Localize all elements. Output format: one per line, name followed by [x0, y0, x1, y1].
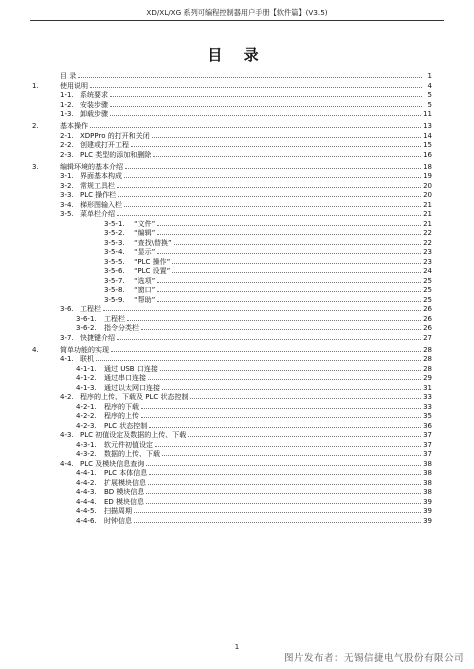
toc-leader-dots: [149, 421, 421, 428]
toc-entry-label: 软元件初值设定: [104, 440, 153, 449]
toc-entry[interactable]: [32, 131, 432, 141]
toc-entry-label: “帮助”: [134, 295, 156, 304]
toc-entry[interactable]: [32, 100, 432, 110]
toc-entry-number: 2.: [32, 122, 39, 130]
toc-entry[interactable]: [32, 506, 432, 516]
toc-entry[interactable]: [32, 71, 432, 81]
toc-entry-number: 2-2.: [60, 141, 74, 149]
toc-entry-label: “窗口”: [134, 286, 156, 294]
toc-entry[interactable]: [32, 109, 432, 119]
toc-entry-number: 4-4-2.: [76, 478, 97, 487]
toc-entry-page: 18: [423, 162, 432, 171]
toc-entry[interactable]: [32, 140, 432, 150]
toc-entry-page: 29: [423, 374, 432, 382]
toc-entry-number: 4-3-1.: [76, 440, 97, 449]
toc-entry-number: 4-3-2.: [76, 450, 97, 458]
toc-entry-number: 4-1.: [60, 355, 74, 363]
toc-leader-dots: [118, 190, 421, 197]
toc-entry[interactable]: [32, 304, 432, 314]
toc-leader-dots: [124, 171, 421, 178]
toc-entry-page: 37: [423, 440, 432, 449]
toc-leader-dots: [160, 364, 421, 371]
toc-entry-label: 指令分类栏: [104, 324, 139, 332]
toc-entry-label: “选项”: [134, 276, 156, 285]
toc-entry-label: “编辑”: [134, 229, 156, 237]
toc-entry-page: 37: [423, 450, 432, 458]
toc-entry[interactable]: [32, 150, 432, 160]
toc-entry-page: 33: [423, 402, 432, 411]
toc-leader-dots: [157, 285, 421, 292]
toc-leader-dots: [141, 411, 421, 418]
toc-entry[interactable]: [32, 411, 432, 421]
toc-entry-label: 创建或打开工程: [80, 141, 129, 149]
toc-entry-label: PLC 本体信息: [104, 469, 148, 477]
page-header: XD/XL/XG 系列可编程控制器用户手册【软件篇】(V3.5): [146, 8, 328, 17]
toc-entry-label: 系统要求: [80, 91, 108, 99]
toc-leader-dots: [134, 516, 421, 523]
toc-entry-label: 程序的上传: [104, 412, 139, 420]
toc-entry-page: 38: [423, 478, 432, 487]
toc-entry-page: 22: [423, 238, 432, 247]
toc-entry-page: 21: [423, 219, 432, 228]
toc-leader-dots: [110, 109, 421, 116]
toc-leader-dots: [134, 506, 421, 513]
toc-entry-page: 4: [427, 81, 432, 90]
toc-entry-page: 22: [423, 229, 432, 237]
toc-leader-dots: [157, 219, 421, 226]
toc-entry-number: 3-5-6.: [104, 267, 125, 275]
toc-entry-number: 4.: [32, 345, 39, 354]
toc-leader-dots: [90, 81, 422, 88]
toc-leader-dots: [188, 430, 421, 437]
toc-entry-number: 4-4-4.: [76, 497, 97, 506]
toc-entry[interactable]: [32, 333, 432, 343]
toc-entry[interactable]: [32, 323, 432, 333]
toc-entry-number: 3-6-1.: [76, 314, 97, 323]
toc-leader-dots: [90, 121, 421, 128]
toc-leader-dots: [157, 276, 421, 283]
toc-entry-label: PLC 及模块信息查询: [80, 459, 145, 468]
toc-entry-label: BD 模块信息: [104, 488, 145, 496]
header-rule: [30, 20, 444, 21]
toc-entry-label: ED 模块信息: [104, 497, 145, 506]
toc-entry-number: 2-1.: [60, 131, 74, 140]
toc-entry[interactable]: [32, 516, 432, 526]
toc-entry-label: 快捷键介绍: [80, 333, 115, 342]
toc-entry-label: 常规工具栏: [80, 181, 115, 190]
toc-entry-page: 36: [423, 421, 432, 430]
toc-leader-dots: [148, 478, 421, 485]
toc-leader-dots: [162, 383, 421, 390]
toc-entry[interactable]: [32, 238, 432, 248]
toc-entry-number: 3-1.: [60, 172, 74, 180]
toc-entry-label: 梯形图输入栏: [80, 200, 122, 209]
toc-entry-page: 39: [423, 516, 432, 525]
toc-entry-label: XDPPro 的打开和关闭: [80, 131, 150, 140]
toc-entry-number: 4-2-2.: [76, 412, 97, 420]
watermark-text: 图片发布者：无锡信捷电气股份有限公司: [283, 653, 464, 664]
toc-leader-dots: [146, 497, 421, 504]
toc-entry-number: 4-2-1.: [76, 402, 97, 411]
page-number: 1: [234, 643, 240, 651]
toc-entry-page: 38: [423, 469, 432, 477]
toc-entry[interactable]: [32, 200, 432, 210]
toc-entry-page: 25: [423, 276, 432, 285]
toc-entry-number: 3-7.: [60, 333, 74, 342]
toc-entry-label: “查找\替换”: [134, 238, 172, 247]
toc-entry-number: 4-4-5.: [76, 507, 97, 515]
toc-entry-label: 程序的下载: [104, 402, 139, 411]
toc-entry[interactable]: [32, 459, 432, 469]
toc-entry-page: 23: [423, 248, 432, 256]
toc-entry-number: 1-2.: [60, 100, 74, 109]
toc-entry[interactable]: [32, 285, 432, 295]
toc-entry-label: 目 录: [60, 72, 77, 80]
toc-entry-page: 35: [423, 412, 432, 420]
toc-leader-dots: [162, 449, 421, 456]
toc-entry-label: 程序的上传、下载及 PLC 状态控制: [80, 393, 189, 401]
toc-entry-page: 26: [423, 324, 432, 332]
toc-entry-page: 28: [423, 364, 432, 373]
toc-leader-dots: [153, 150, 421, 157]
toc-entry-number: 1-1.: [60, 91, 74, 99]
toc-entry-page: 21: [423, 210, 432, 218]
toc-entry[interactable]: [32, 373, 432, 383]
toc-entry-label: 卸载步骤: [80, 110, 108, 118]
toc-entry-number: 2-3.: [60, 150, 74, 159]
toc-entry-page: 26: [423, 305, 432, 313]
toc-entry[interactable]: [32, 181, 432, 191]
toc-entry-label: PLC 操作栏: [80, 191, 117, 199]
toc-entry-label: PLC 类型的添加和删除: [80, 150, 152, 159]
toc-entry[interactable]: [32, 392, 432, 402]
toc-entry[interactable]: [32, 190, 432, 200]
toc-entry-number: 3-5-8.: [104, 286, 125, 294]
toc-leader-dots: [110, 100, 422, 107]
toc-leader-dots: [148, 373, 421, 380]
toc-entry-page: 20: [423, 181, 432, 190]
toc-entry-label: “显示”: [134, 248, 156, 256]
toc-entry-page: 25: [423, 295, 432, 304]
toc-entry-label: 编辑环境的基本介绍: [60, 162, 123, 171]
toc-entry[interactable]: [32, 162, 432, 172]
toc-leader-dots: [141, 323, 421, 330]
toc-entry[interactable]: [32, 266, 432, 276]
toc-entry-number: 3-5-4.: [104, 248, 125, 256]
toc-entry-label: 工程栏: [80, 305, 101, 313]
toc-entry-page: 39: [423, 497, 432, 506]
toc-entry[interactable]: [32, 402, 432, 412]
toc-entry[interactable]: [32, 354, 432, 364]
toc-entry-label: 简单功能的实现: [60, 345, 109, 354]
toc-entry-label: 扩展模块信息: [104, 478, 146, 487]
toc-entry[interactable]: [32, 295, 432, 305]
toc-entry-page: 26: [423, 314, 432, 323]
toc-entry-label: 数据的上传、下载: [104, 450, 160, 458]
toc-entry-number: 4-1-2.: [76, 374, 97, 382]
toc-entry-number: 3.: [32, 162, 39, 171]
toc-entry-page: 11: [423, 110, 432, 118]
toc-leader-dots: [124, 200, 421, 207]
toc-entry-number: 3-5-3.: [104, 238, 125, 247]
toc-entry[interactable]: [32, 497, 432, 507]
toc-entry-page: 33: [423, 393, 432, 401]
toc-entry[interactable]: [32, 421, 432, 431]
toc-entry-label: 菜单栏介绍: [80, 210, 115, 218]
toc-entry-page: 13: [423, 122, 432, 130]
toc-leader-dots: [117, 333, 421, 340]
toc-entry-number: 1-3.: [60, 110, 74, 118]
toc-entry-number: 4-4.: [60, 459, 74, 468]
toc-entry-number: 4-2.: [60, 393, 74, 401]
toc-title: 目 录: [207, 46, 267, 64]
toc-entry[interactable]: [32, 219, 432, 229]
toc-leader-dots: [172, 266, 421, 273]
toc-leader-dots: [125, 162, 421, 169]
toc-entry-page: 20: [423, 191, 432, 199]
toc-entry-page: 38: [423, 488, 432, 496]
toc-entry-page: 16: [423, 150, 432, 159]
toc-entry-label: 基本操作: [60, 122, 88, 130]
toc-leader-dots: [172, 257, 421, 264]
toc-entry-number: 3-5-1.: [104, 219, 125, 228]
toc-entry-label: 联机: [80, 355, 94, 363]
toc-entry-label: 使用说明: [60, 81, 88, 90]
toc-entry-label: 扫描周期: [104, 507, 132, 515]
toc-entry-page: 5: [427, 91, 432, 99]
toc-entry-label: 通过以太网口连接: [104, 383, 160, 392]
toc-entry-label: 安装步骤: [80, 100, 108, 109]
toc-entry-label: “PLC 操作”: [134, 257, 171, 266]
toc-leader-dots: [96, 354, 421, 361]
toc-entry-page: 24: [423, 267, 432, 275]
toc-leader-dots: [117, 181, 421, 188]
toc-entry-number: 4-1-1.: [76, 364, 97, 373]
toc-entry-label: 通过 USB 口连接: [104, 364, 158, 373]
toc-leader-dots: [146, 459, 421, 466]
toc-entry[interactable]: [32, 257, 432, 267]
toc-entry[interactable]: [32, 478, 432, 488]
toc-entry-page: 31: [423, 383, 432, 392]
toc-entry-page: 37: [423, 431, 432, 439]
toc-leader-dots: [157, 247, 421, 254]
toc-entry-page: 28: [423, 345, 432, 354]
toc-leader-dots: [149, 468, 421, 475]
toc-entry[interactable]: [32, 487, 432, 497]
toc-entry-number: 3-2.: [60, 181, 74, 190]
toc-entry-page: 23: [423, 257, 432, 266]
toc-entry-number: 3-5-5.: [104, 257, 125, 266]
toc-entry-label: 工程栏: [104, 314, 125, 323]
toc-entry[interactable]: [32, 449, 432, 459]
toc-entry-number: 3-6.: [60, 305, 74, 313]
toc-entry-number: 3-5-2.: [104, 229, 125, 237]
toc-entry[interactable]: [32, 228, 432, 238]
toc-entry[interactable]: [32, 430, 432, 440]
toc-leader-dots: [111, 345, 421, 352]
toc-leader-dots: [155, 440, 421, 447]
toc-entry-label: “PLC 设置”: [134, 267, 171, 275]
toc-list: [32, 71, 432, 525]
toc-entry-label: 界面基本构成: [80, 172, 122, 180]
toc-entry[interactable]: [32, 468, 432, 478]
toc-entry[interactable]: [32, 209, 432, 219]
toc-entry[interactable]: [32, 171, 432, 181]
toc-entry-page: 19: [423, 172, 432, 180]
toc-entry-label: 时钟信息: [104, 516, 132, 525]
toc-leader-dots: [141, 402, 421, 409]
toc-entry-page: 21: [423, 200, 432, 209]
toc-entry-page: 38: [423, 459, 432, 468]
toc-leader-dots: [157, 228, 421, 235]
toc-entry-page: 39: [423, 507, 432, 515]
toc-leader-dots: [157, 295, 421, 302]
toc-leader-dots: [110, 90, 422, 97]
toc-entry-label: 通过串口连接: [104, 374, 146, 382]
toc-leader-dots: [174, 238, 421, 245]
toc-leader-dots: [152, 131, 421, 138]
toc-entry[interactable]: [32, 314, 432, 324]
toc-entry[interactable]: [32, 81, 432, 91]
toc-entry-label: PLC 初值设定及数据的上传、下载: [80, 431, 187, 439]
toc-entry-number: 4-3.: [60, 431, 74, 439]
toc-leader-dots: [127, 314, 421, 321]
toc-entry[interactable]: [32, 345, 432, 355]
toc-leader-dots: [146, 487, 421, 494]
toc-entry-page: 28: [423, 355, 432, 363]
toc-entry-number: 1.: [32, 81, 39, 90]
toc-entry-page: 27: [423, 333, 432, 342]
toc-entry-page: 25: [423, 286, 432, 294]
toc-entry[interactable]: [32, 90, 432, 100]
toc-entry-number: 3-6-2.: [76, 324, 97, 332]
toc-entry-label: PLC 状态控制: [104, 421, 148, 430]
toc-entry-number: 4-4-1.: [76, 469, 97, 477]
toc-leader-dots: [103, 304, 421, 311]
toc-entry-page: 15: [423, 141, 432, 149]
toc-entry-page: 1: [427, 72, 432, 80]
toc-leader-dots: [78, 71, 422, 78]
toc-entry-number: 4-4-6.: [76, 516, 97, 525]
toc-leader-dots: [190, 392, 421, 399]
toc-leader-dots: [117, 209, 421, 216]
toc-entry-number: 4-1-3.: [76, 383, 97, 392]
toc-entry-number: 4-4-3.: [76, 488, 97, 496]
toc-entry-number: 3-5.: [60, 210, 74, 218]
toc-entry-number: 3-4.: [60, 200, 74, 209]
toc-entry[interactable]: [32, 276, 432, 286]
toc-entry[interactable]: [32, 440, 432, 450]
toc-entry-page: 5: [427, 100, 432, 109]
toc-entry[interactable]: [32, 383, 432, 393]
toc-entry-number: 3-3.: [60, 191, 74, 199]
toc-entry[interactable]: [32, 121, 432, 131]
toc-entry-number: 4-2-3.: [76, 421, 97, 430]
toc-entry-number: 3-5-7.: [104, 276, 125, 285]
toc-entry[interactable]: [32, 364, 432, 374]
toc-entry-page: 14: [423, 131, 432, 140]
toc-leader-dots: [131, 140, 421, 147]
toc-entry-label: “文件”: [134, 219, 156, 228]
toc-entry[interactable]: [32, 247, 432, 257]
toc-entry-number: 3-5-9.: [104, 295, 125, 304]
